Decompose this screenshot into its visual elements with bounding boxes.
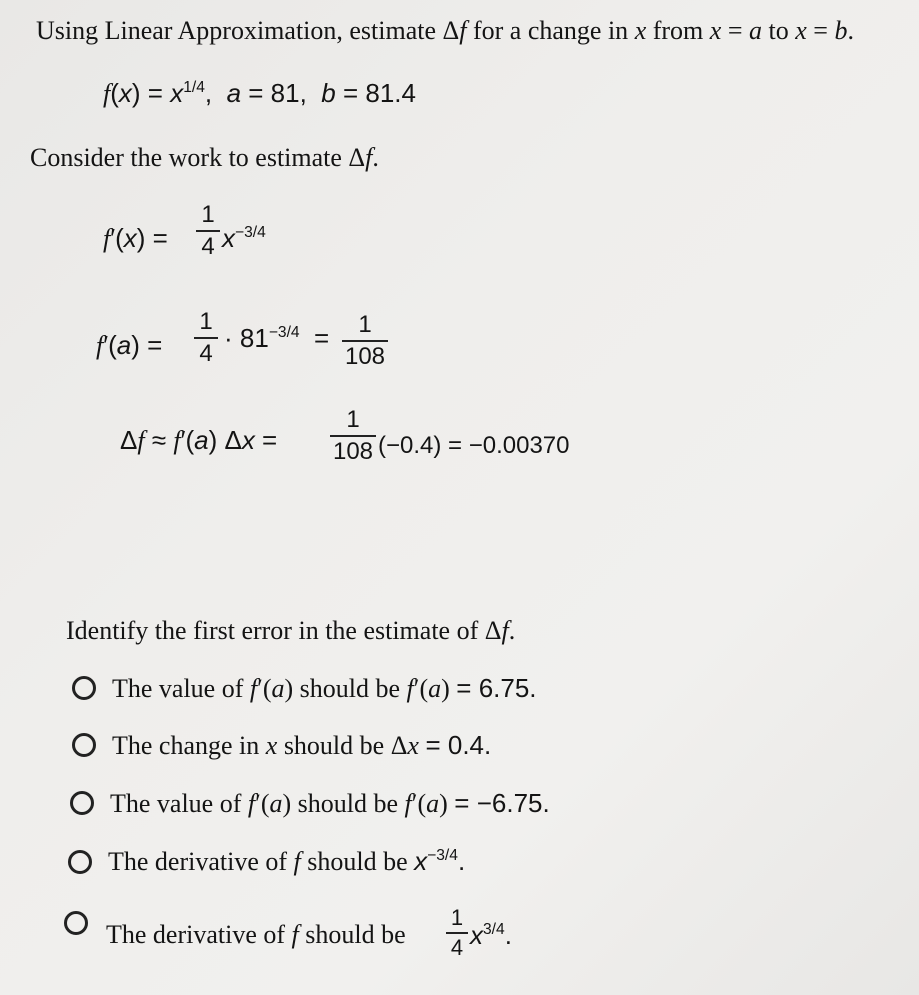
prompt-text: Identify the first error in the estimate of Δf. [66, 616, 516, 645]
option-2-radio[interactable] [72, 733, 96, 757]
fa-mid: · $81^{-3/4}$ = [224, 323, 330, 353]
derivative-den: 4 [201, 233, 215, 260]
fa-lhs: f′(a) = [96, 330, 163, 360]
option-5-tail: $x^{3/4}$. [470, 920, 512, 950]
fa-result-fraction [342, 313, 388, 369]
option-3-radio[interactable] [70, 791, 94, 815]
option-1-text[interactable]: The value of f′(a) should be f′(a) = 6.75. [112, 673, 537, 703]
option-2-text[interactable]: The change in x should be Δx = 0.4. [112, 730, 492, 760]
option-1-radio[interactable] [72, 676, 96, 700]
fa-res-den: 108 [344, 343, 386, 370]
fa-fraction [194, 310, 218, 366]
option-5-text[interactable]: The derivative of f should be [106, 920, 406, 949]
option-4-radio[interactable] [68, 850, 92, 874]
derivative-fraction [196, 203, 220, 259]
intro-text: Using Linear Approximation, estimate Δf for a change in x from x = a to x = b. [36, 16, 854, 45]
consider-text: Consider the work to estimate Δf. [30, 143, 379, 172]
delta-lhs: Δf ≈ f′(a) Δx = [120, 425, 278, 455]
delta-fraction [330, 408, 376, 464]
question-intro [36, 16, 854, 46]
derivative-lhs: f′(x) = [103, 223, 168, 253]
option-4-text[interactable]: The derivative of f should be $x^{-3/4}$. [108, 846, 466, 876]
delta-rhs: (−0.4) = −0.00370 [378, 432, 570, 459]
derivative-tail: $x^{-3/4}$ [222, 223, 266, 253]
option-3-text[interactable]: The value of f′(a) should be f′(a) = −6.75. [110, 788, 550, 818]
option-5-fraction: 1 4 [446, 907, 468, 959]
fa-res-num: 1 [358, 311, 372, 338]
fa-den: 4 [199, 340, 213, 367]
option-5-radio[interactable] [64, 911, 88, 935]
fa-num: 1 [199, 308, 213, 335]
delta-den: 108 [332, 438, 374, 465]
derivative-num: 1 [201, 201, 215, 228]
given-function: $f(x) = x^{1/4}$, a = 81, b = 81.4 [103, 78, 416, 108]
delta-num: 1 [346, 406, 360, 433]
